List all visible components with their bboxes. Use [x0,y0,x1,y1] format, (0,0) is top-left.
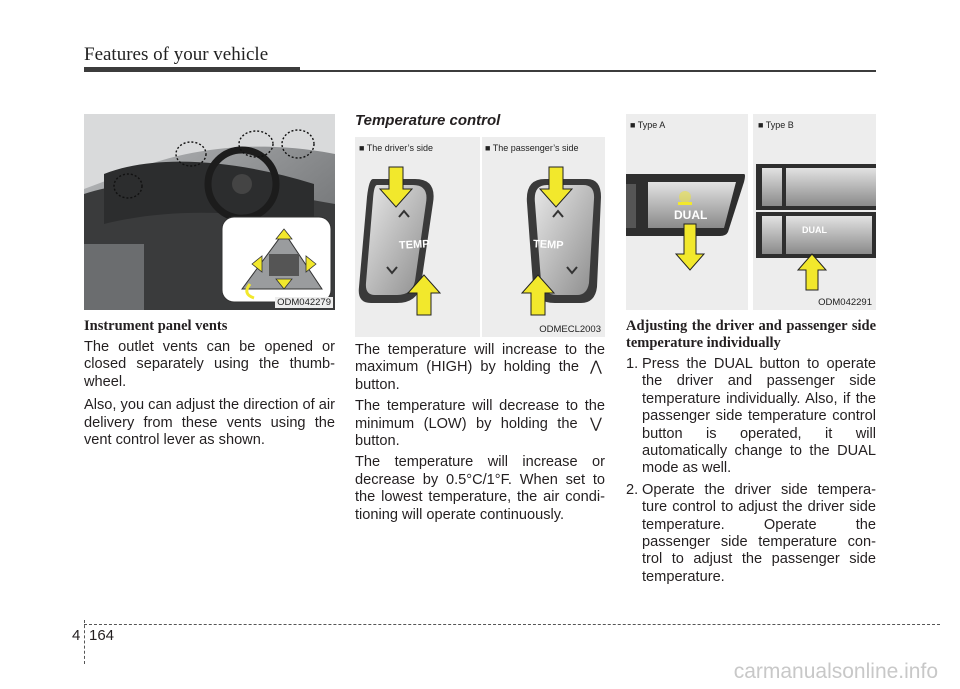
list-text: Press the DUAL button to operate the driver and passenger side temperature individually. Also, if the passenger side temperature control button is operated, it will automatically change to the DUAL mode as well. [642,356,876,477]
list-number: 1. [626,356,639,372]
figure-caption: ■ Type B [758,120,794,130]
down-chevron-icon: ⋁ [590,415,602,432]
section-heading: Instrument panel vents [84,318,228,334]
vents-illustration [84,114,335,310]
temp-button-label: TEMP [398,238,430,252]
section-heading: Temperature control [355,112,501,129]
section-heading: Adjusting the driver and passenger side temperature individually [626,318,876,351]
column-3 [626,318,876,590]
section-number: 4 [72,627,81,644]
dual-illustration [626,114,876,310]
list-item [626,356,876,478]
page-header-title: Features of your vehicle [84,44,269,65]
list-text: Operate the driver side tempera-ture control to adjust the driver side temperature. Operate the passenger side temperature con-trol to adjust the passenger side temperature. [642,481,876,585]
footer-rule [84,624,940,625]
up-chevron-icon: ⋀ [590,359,602,376]
column-1 [84,318,335,449]
paragraph: The temperature will decrease to the minimum (LOW) by holding the ⋁ button. [355,398,605,450]
temp-button-label: TEMP [532,238,564,252]
list-number: 2. [626,481,639,498]
figure-caption: ■ Type A [630,120,666,130]
list-item [626,482,876,586]
dual-button-label: DUAL [674,208,708,222]
dual-button-label: DUAL [802,225,827,235]
header-rule [300,70,876,72]
watermark: carmanualsonline.info [733,660,938,683]
paragraph: The temperature will increase to the maximum (HIGH) by holding the ⋀ button. [355,342,605,393]
dual-figure [626,114,876,310]
vents-figure [84,114,335,310]
column-2 [355,342,605,524]
figure-code: ODM042279 [277,297,331,308]
figure-code: ODMECL2003 [539,324,601,335]
page-number: 164 [89,627,115,644]
header-bar [84,67,300,72]
footer-divider [84,620,85,664]
paragraph: The outlet vents can be opened or closed separately using the thumb-wheel. [84,339,335,390]
figure-caption: ■ The driver’s side [359,143,433,153]
paragraph: The temperature will increase or decrease by 0.5°C/1°F. When set to the lowest temperature, the air condi-tioning will operate continuously. [355,454,605,523]
figure-code: ODM042291 [818,297,872,308]
paragraph: Also, you can adjust the direction of air delivery from these vents using the vent control lever as shown. [84,397,335,449]
figure-caption: ■ The passenger’s side [485,143,579,153]
temp-figure [355,137,605,337]
temp-illustration [355,157,605,317]
